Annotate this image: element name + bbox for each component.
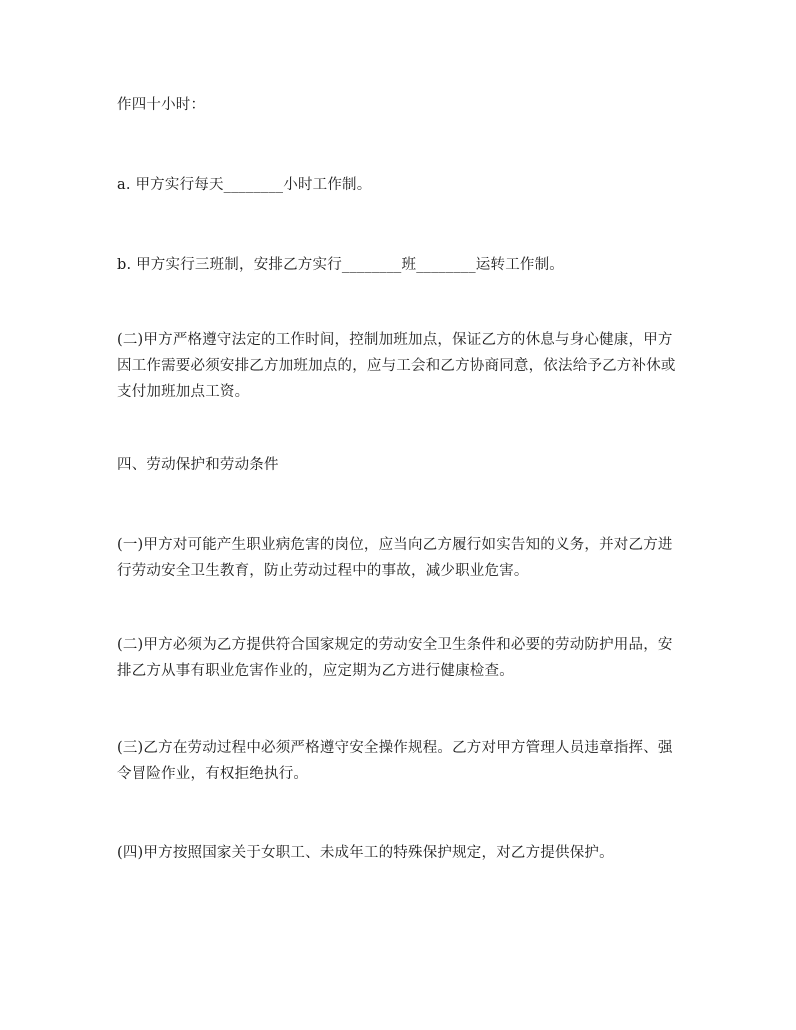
paragraph-overtime: (二)甲方严格遵守法定的工作时间，控制加班加点，保证乙方的休息与身心健康，甲方因工作需要必须安排乙方加班加点的，应与工会和乙方协商同意，依法给予乙方补休或支付加班加点工资。 [117,332,676,400]
paragraph-three-shift: b. 甲方实行三班制，安排乙方实行________班________运转工作制。 [117,257,564,273]
paragraph-working-hours-end: 作四十小时： [117,97,206,113]
paragraph-occupational-hazard: (一)甲方对可能产生职业病危害的岗位，应当向乙方履行如实告知的义务，并对乙方进行劳动安全卫生教育，防止劳动过程中的事故，减少职业危害。 [117,537,673,579]
paragraph-safety-conditions: (二)甲方必须为乙方提供符合国家规定的劳动安全卫生条件和必要的劳动防护用品，安排乙方从事有职业危害作业的，应定期为乙方进行健康检查。 [117,637,673,679]
paragraph-daily-hours: a. 甲方实行每天________小时工作制。 [117,177,372,193]
paragraph-safety-rules: (三)乙方在劳动过程中必须严格遵守安全操作规程。乙方对甲方管理人员违章指挥、强令冒险作业，有权拒绝执行。 [117,740,673,782]
section-heading-labor-protection: 四、劳动保护和劳动条件 [117,457,279,473]
paragraph-special-protection: (四)甲方按照国家关于女职工、未成年工的特殊保护规定，对乙方提供保护。 [117,845,614,861]
